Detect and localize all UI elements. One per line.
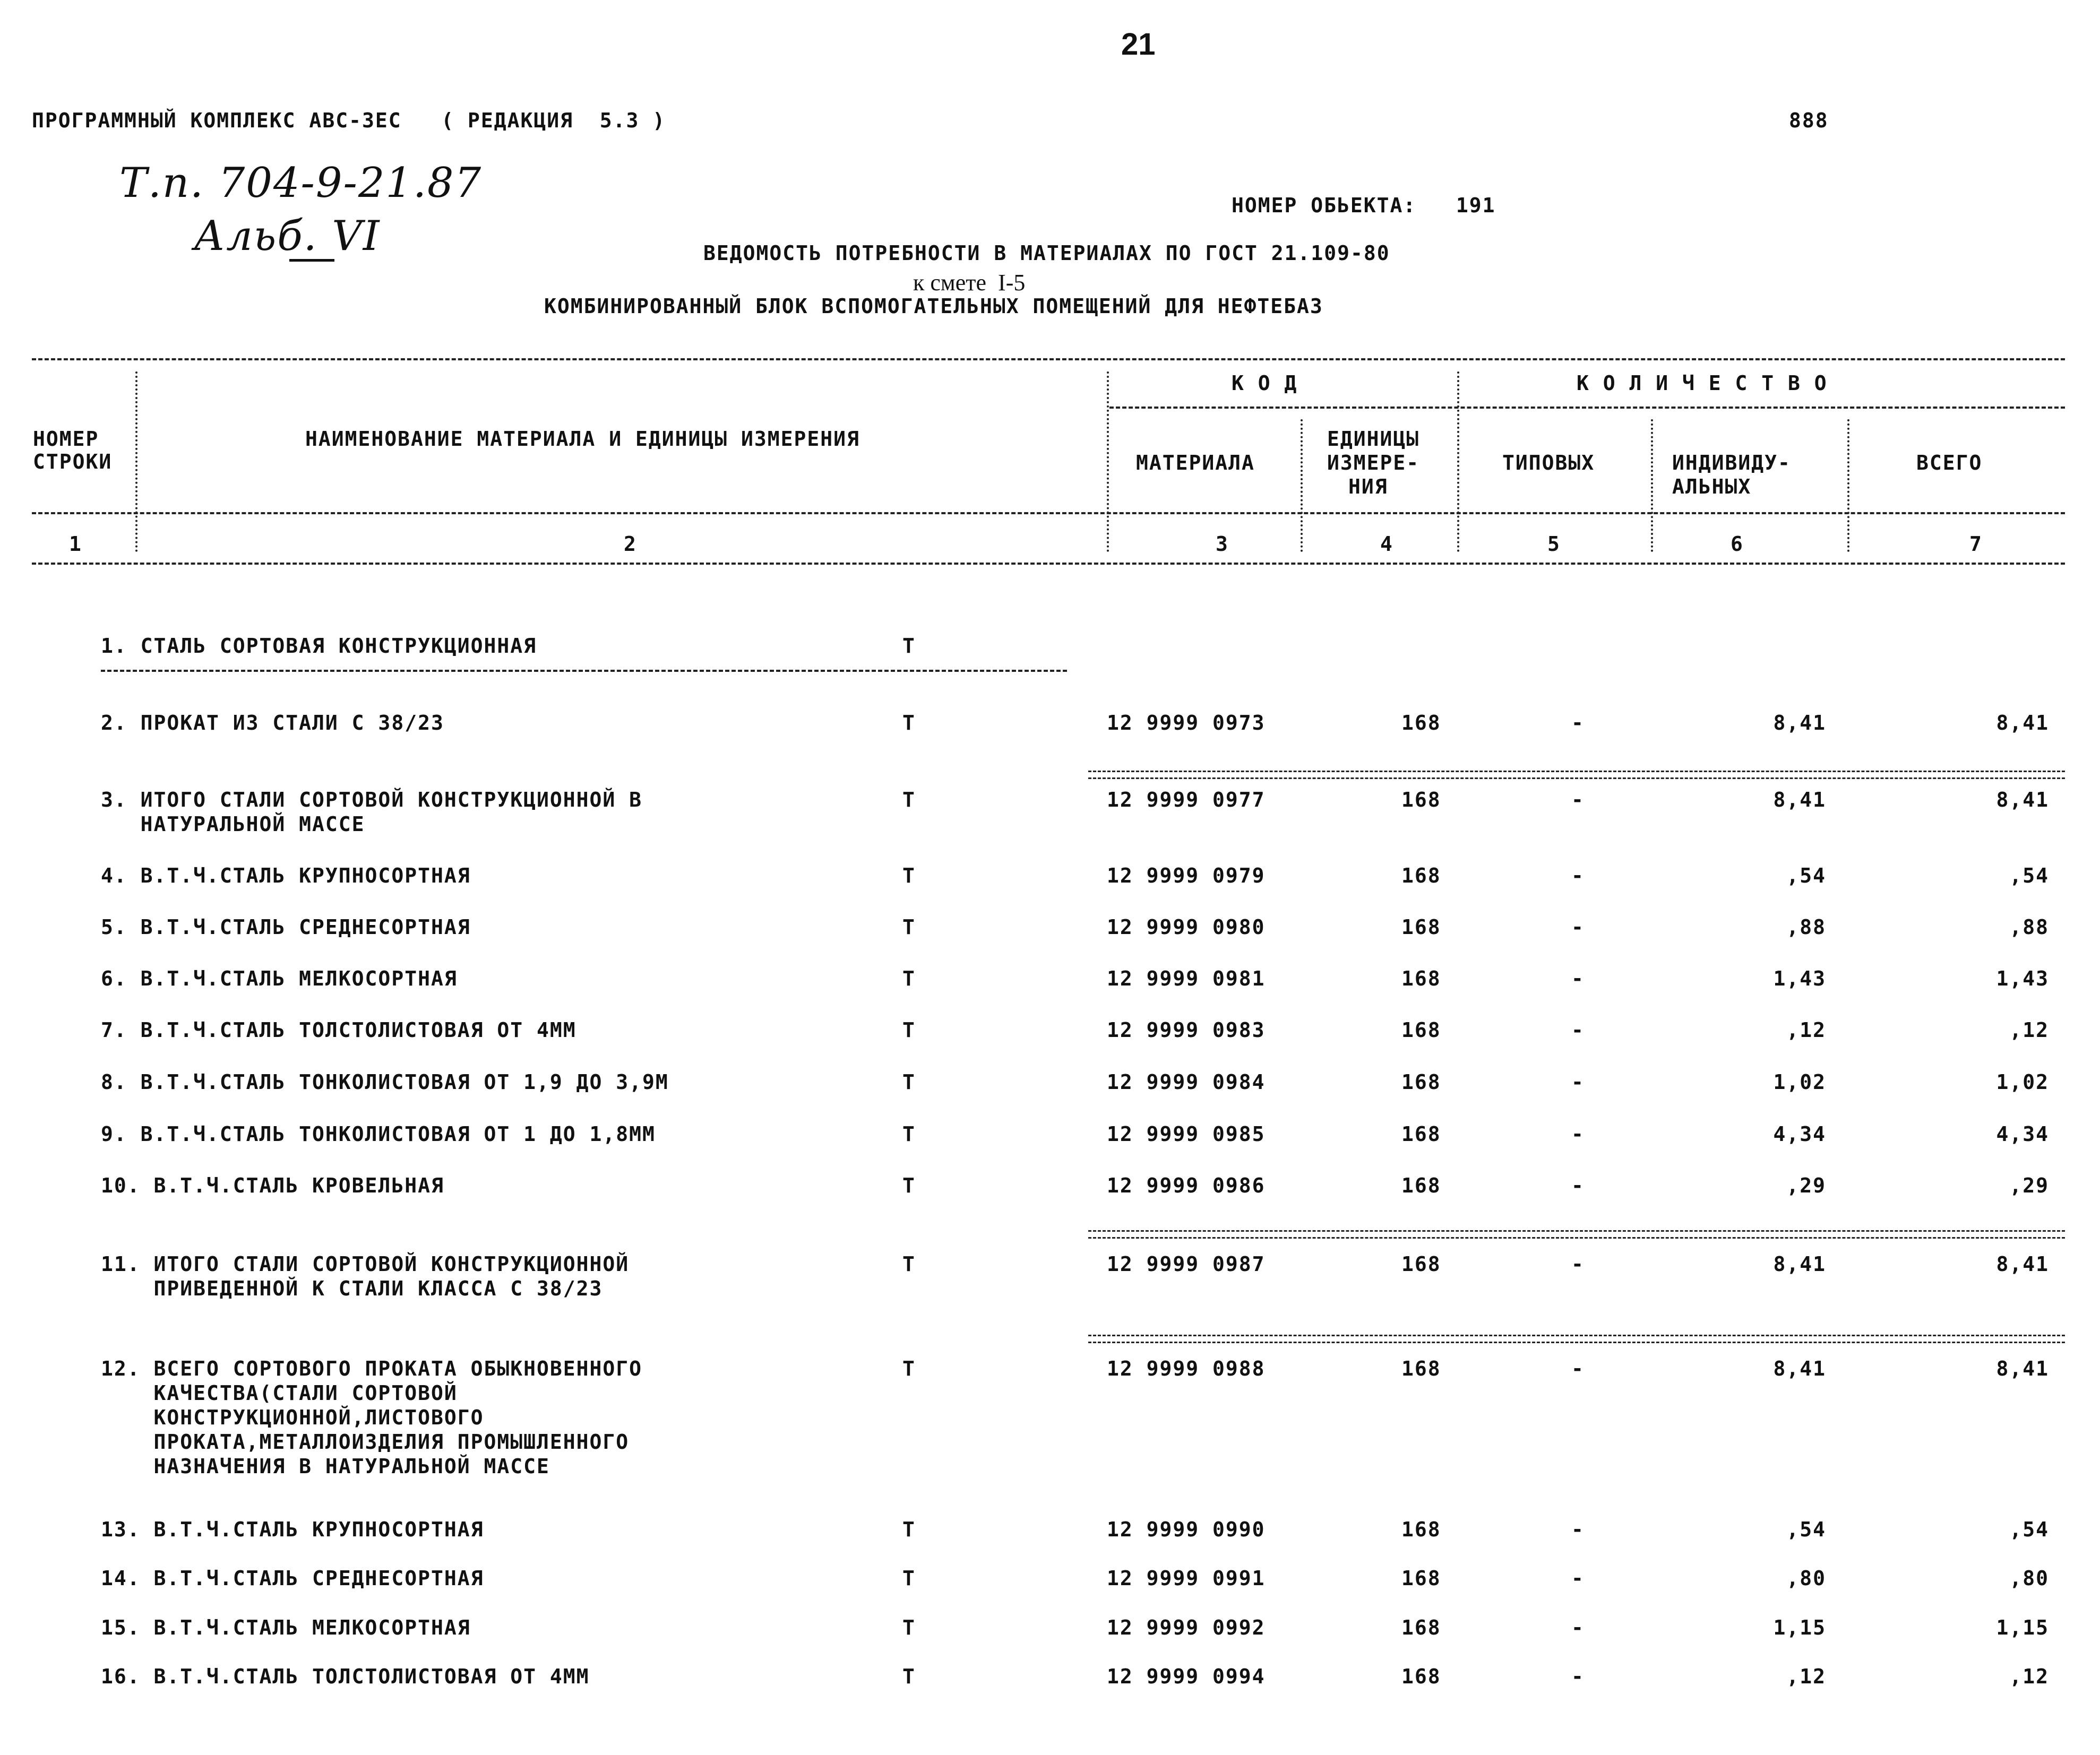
- total-qty: 8,41: [1996, 1252, 2049, 1276]
- unit-code: 168: [1401, 1122, 1441, 1146]
- row1-underline: [101, 670, 1067, 672]
- individual-qty: ,12: [1786, 1018, 1826, 1042]
- typical-qty: -: [1571, 1518, 1585, 1541]
- material-code: 12 9999 0973: [1107, 711, 1266, 734]
- unit-label: Т: [902, 1070, 916, 1094]
- unit-code: 168: [1401, 1252, 1441, 1276]
- material-code: 12 9999 0987: [1107, 1252, 1266, 1276]
- material-name: НАТУРАЛЬНОЙ МАССЕ: [101, 812, 365, 836]
- individual-qty: 4,34: [1773, 1122, 1826, 1146]
- total-qty: ,12: [2009, 1018, 2049, 1042]
- typical-qty: -: [1571, 788, 1585, 811]
- material-code: 12 9999 0979: [1107, 864, 1266, 887]
- header-top-rule: [32, 358, 2065, 360]
- unit-label: Т: [902, 967, 916, 990]
- material-code: 12 9999 0994: [1107, 1665, 1266, 1688]
- material-name: 8. В.Т.Ч.СТАЛЬ ТОНКОЛИСТОВАЯ ОТ 1,9 ДО 3,9М: [101, 1070, 669, 1094]
- total-qty: 8,41: [1996, 711, 2049, 734]
- col-header-kod: К О Д: [1232, 371, 1298, 395]
- header-mid-rule: [32, 512, 2065, 514]
- individual-qty: ,54: [1786, 864, 1826, 887]
- col-header-row-no-1: НОМЕР: [33, 427, 99, 451]
- material-code: 12 9999 0988: [1107, 1357, 1266, 1380]
- individual-qty: ,88: [1786, 915, 1826, 939]
- material-name: 5. В.Т.Ч.СТАЛЬ СРЕДНЕСОРТНАЯ: [101, 915, 471, 939]
- individual-qty: ,80: [1786, 1567, 1826, 1590]
- material-name: 6. В.Т.Ч.СТАЛЬ МЕЛКОСОРТНАЯ: [101, 967, 458, 990]
- unit-label: Т: [902, 788, 916, 811]
- individual-qty: 8,41: [1773, 1357, 1826, 1380]
- individual-qty: ,12: [1786, 1665, 1826, 1688]
- header-sub-rule: [1109, 407, 2065, 409]
- col-header-typical: ТИПОВЫХ: [1502, 451, 1595, 474]
- total-qty: ,80: [2009, 1567, 2049, 1590]
- typical-qty: -: [1571, 1070, 1585, 1094]
- material-name: 4. В.Т.Ч.СТАЛЬ КРУПНОСОРТНАЯ: [101, 864, 471, 887]
- unit-label: Т: [902, 1567, 916, 1590]
- unit-label: Т: [902, 1122, 916, 1146]
- individual-qty: 1,02: [1773, 1070, 1826, 1094]
- material-name: КАЧЕСТВА(СТАЛИ СОРТОВОЙ: [101, 1381, 458, 1405]
- total-qty: 4,34: [1996, 1122, 2049, 1146]
- unit-label: Т: [902, 634, 916, 658]
- unit-label: Т: [902, 1518, 916, 1541]
- total-qty: ,54: [2009, 864, 2049, 887]
- program-header: ПРОГРАММНЫЙ КОМПЛЕКС АВС-3ЕС ( РЕДАКЦИЯ 5.3 ): [32, 109, 666, 132]
- total-qty: ,29: [2009, 1174, 2049, 1197]
- unit-label: Т: [902, 711, 916, 734]
- individual-qty: ,54: [1786, 1518, 1826, 1541]
- typical-qty: -: [1571, 915, 1585, 939]
- document-title: ВЕДОМОСТЬ ПОТРЕБНОСТИ В МАТЕРИАЛАХ ПО ГОСТ 21.109-80: [703, 241, 1390, 265]
- unit-code: 168: [1401, 1665, 1441, 1688]
- album-underline: [289, 259, 334, 262]
- unit-code: 168: [1401, 1070, 1441, 1094]
- material-name: 1. СТАЛЬ СОРТОВАЯ КОНСТРУКЦИОННАЯ: [101, 634, 537, 658]
- unit-label: Т: [902, 1665, 916, 1688]
- individual-qty: 1,43: [1773, 967, 1826, 990]
- typical-qty: -: [1571, 1665, 1585, 1688]
- typical-qty: -: [1571, 1252, 1585, 1276]
- material-name: ПРИВЕДЕННОЙ К СТАЛИ КЛАССА С 38/23: [101, 1277, 603, 1300]
- typical-qty: -: [1571, 1174, 1585, 1197]
- unit-code: 168: [1401, 1518, 1441, 1541]
- unit-label: Т: [902, 1357, 916, 1380]
- material-name: 14. В.Т.Ч.СТАЛЬ СРЕДНЕСОРТНАЯ: [101, 1567, 484, 1590]
- col-number-1: 1: [69, 532, 82, 556]
- col-number-6: 6: [1731, 532, 1744, 556]
- unit-label: Т: [902, 1616, 916, 1639]
- total-qty: 8,41: [1996, 1357, 2049, 1380]
- unit-code: 168: [1401, 1357, 1441, 1380]
- total-qty: 1,15: [1996, 1616, 2049, 1639]
- unit-code: 168: [1401, 1616, 1441, 1639]
- material-code: 12 9999 0984: [1107, 1070, 1266, 1094]
- col-header-total: ВСЕГО: [1916, 451, 1983, 474]
- material-code: 12 9999 0992: [1107, 1616, 1266, 1639]
- material-name: ПРОКАТА,МЕТАЛЛОИЗДЕЛИЯ ПРОМЫШЛЕННОГО: [101, 1430, 630, 1454]
- subtotal-rule-2: [1088, 1230, 2065, 1239]
- typical-qty: -: [1571, 1018, 1585, 1042]
- typical-qty: -: [1571, 1567, 1585, 1590]
- unit-code: 168: [1401, 1567, 1441, 1590]
- individual-qty: 8,41: [1773, 711, 1826, 734]
- page-number: 21: [1121, 27, 1156, 62]
- typical-qty: -: [1571, 967, 1585, 990]
- handwritten-album-number: Альб. VI: [194, 212, 381, 260]
- material-code: 12 9999 0986: [1107, 1174, 1266, 1197]
- header-bottom-rule: [32, 563, 2065, 565]
- unit-label: Т: [902, 915, 916, 939]
- individual-qty: 8,41: [1773, 788, 1826, 811]
- material-name: НАЗНАЧЕНИЯ В НАТУРАЛЬНОЙ МАССЕ: [101, 1455, 550, 1478]
- total-qty: ,54: [2009, 1518, 2049, 1541]
- unit-code: 168: [1401, 1174, 1441, 1197]
- total-qty: ,88: [2009, 915, 2049, 939]
- total-qty: 1,02: [1996, 1070, 2049, 1094]
- material-name: 10. В.Т.Ч.СТАЛЬ КРОВЕЛЬНАЯ: [101, 1174, 444, 1197]
- unit-code: 168: [1401, 864, 1441, 887]
- unit-code: 168: [1401, 1018, 1441, 1042]
- col-number-3: 3: [1216, 532, 1229, 556]
- col-header-individual-2: АЛЬНЫХ: [1672, 475, 1752, 498]
- handwritten-project-number: Т.п. 704-9-21.87: [119, 159, 483, 207]
- unit-code: 168: [1401, 967, 1441, 990]
- material-name: 11. ИТОГО СТАЛИ СОРТОВОЙ КОНСТРУКЦИОННОЙ: [101, 1252, 630, 1276]
- col-number-5: 5: [1547, 532, 1561, 556]
- col-number-7: 7: [1969, 532, 1983, 556]
- material-name: 2. ПРОКАТ ИЗ СТАЛИ С 38/23: [101, 711, 444, 734]
- col-header-name: НАИМЕНОВАНИЕ МАТЕРИАЛА И ЕДИНИЦЫ ИЗМЕРЕНИЯ: [305, 427, 860, 451]
- typical-qty: -: [1571, 1616, 1585, 1639]
- material-code: 12 9999 0981: [1107, 967, 1266, 990]
- unit-code: 168: [1401, 915, 1441, 939]
- individual-qty: ,29: [1786, 1174, 1826, 1197]
- subtotal-rule-3: [1088, 1335, 2065, 1343]
- smeta-reference: к смете I-5: [913, 270, 1026, 296]
- total-qty: 8,41: [1996, 788, 2049, 811]
- col-header-row-no-2: СТРОКИ: [33, 450, 113, 473]
- col-header-unit-2: ИЗМЕРЕ-: [1327, 451, 1420, 474]
- col-number-2: 2: [624, 532, 637, 556]
- typical-qty: -: [1571, 864, 1585, 887]
- material-code: 12 9999 0977: [1107, 788, 1266, 811]
- col-header-material: МАТЕРИАЛА: [1136, 451, 1255, 474]
- material-name: 15. В.Т.Ч.СТАЛЬ МЕЛКОСОРТНАЯ: [101, 1616, 471, 1639]
- col-number-4: 4: [1380, 532, 1393, 556]
- unit-label: Т: [902, 1174, 916, 1197]
- total-qty: 1,43: [1996, 967, 2049, 990]
- col-header-unit-1: ЕДИНИЦЫ: [1327, 427, 1420, 451]
- unit-code: 168: [1401, 788, 1441, 811]
- material-name: 12. ВСЕГО СОРТОВОГО ПРОКАТА ОБЫКНОВЕННОГО: [101, 1357, 642, 1380]
- material-name: 13. В.Т.Ч.СТАЛЬ КРУПНОСОРТНАЯ: [101, 1518, 484, 1541]
- material-name: 16. В.Т.Ч.СТАЛЬ ТОЛСТОЛИСТОВАЯ ОТ 4ММ: [101, 1665, 590, 1688]
- unit-label: Т: [902, 864, 916, 887]
- subtotal-rule-1: [1088, 771, 2065, 779]
- material-code: 12 9999 0990: [1107, 1518, 1266, 1541]
- object-number: НОМЕР ОБЬЕКТА: 191: [1232, 194, 1496, 217]
- individual-qty: 8,41: [1773, 1252, 1826, 1276]
- typical-qty: -: [1571, 1122, 1585, 1146]
- col-header-individual-1: ИНДИВИДУ-: [1672, 451, 1791, 474]
- unit-label: Т: [902, 1018, 916, 1042]
- material-code: 12 9999 0985: [1107, 1122, 1266, 1146]
- material-code: 12 9999 0983: [1107, 1018, 1266, 1042]
- material-code: 12 9999 0980: [1107, 915, 1266, 939]
- total-qty: ,12: [2009, 1665, 2049, 1688]
- material-name: КОНСТРУКЦИОННОЙ,ЛИСТОВОГО: [101, 1406, 484, 1429]
- material-code: 12 9999 0991: [1107, 1567, 1266, 1590]
- material-name: 3. ИТОГО СТАЛИ СОРТОВОЙ КОНСТРУКЦИОННОЙ В: [101, 788, 642, 811]
- unit-code: 168: [1401, 711, 1441, 734]
- unit-label: Т: [902, 1252, 916, 1276]
- col-header-unit-3: НИЯ: [1348, 475, 1388, 498]
- col-header-kolichestvo: К О Л И Ч Е С Т В О: [1577, 371, 1828, 395]
- material-name: 7. В.Т.Ч.СТАЛЬ ТОЛСТОЛИСТОВАЯ ОТ 4ММ: [101, 1018, 576, 1042]
- material-name: 9. В.Т.Ч.СТАЛЬ ТОНКОЛИСТОВАЯ ОТ 1 ДО 1,8ММ: [101, 1122, 656, 1146]
- typical-qty: -: [1571, 1357, 1585, 1380]
- typical-qty: -: [1571, 711, 1585, 734]
- individual-qty: 1,15: [1773, 1616, 1826, 1639]
- sheet-code: 888: [1789, 109, 1829, 132]
- document-subtitle: КОМБИНИРОВАННЫЙ БЛОК ВСПОМОГАТЕЛЬНЫХ ПОМЕЩЕНИЙ ДЛЯ НЕФТЕБАЗ: [544, 295, 1323, 318]
